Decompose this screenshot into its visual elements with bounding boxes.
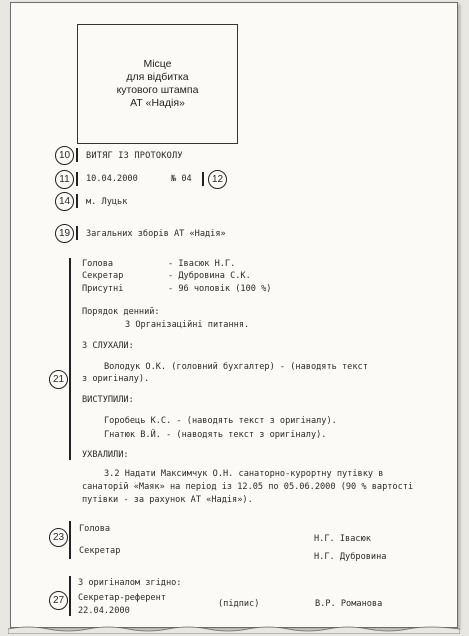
resolved-label: УХВАЛИЛИ: [82,450,129,460]
document-place: м. Луцьк [86,197,128,207]
heard-text: Володук О.К. (головний бухгалтер) - (наводять текст [104,362,368,372]
heard-label: 3 СЛУХАЛИ: [82,341,134,351]
stamp-line: для відбитка [126,71,189,83]
marker-14: 14 [55,192,74,211]
resolved-text: 3.2 Надати Максимчук О.Н. санаторно-курортну путівку в [104,469,384,479]
heard-text: з оригіналу). [82,374,150,384]
marker-23: 23 [49,528,68,547]
signature-bracket [69,521,71,559]
spoke-text: Гнатюк В.Й. - (наводять текст з оригіналу). [104,430,327,440]
document-type: ВИТЯГ ІЗ ПРОТОКОЛУ [86,151,183,161]
marker-19: 19 [55,224,74,243]
stamp-line: АТ «Надія» [130,97,185,109]
certification-role: Секретар-референт [78,593,166,603]
attendance-role: Секретар [82,271,124,281]
agenda-item: 3 Організаційні питання. [125,320,250,330]
signature-placeholder: (підпис) [218,599,260,609]
chair-role: Голова [79,524,111,534]
attendance-role: Присутні [82,284,124,294]
marker-27: 27 [49,591,68,610]
stamp-line: кутового штампа [116,84,199,96]
stamp-placeholder [77,24,238,144]
marker-10: 10 [55,146,74,165]
certification-bracket [69,576,71,616]
body-bracket [69,258,71,460]
spoke-label: ВИСТУПИЛИ: [82,395,134,405]
marker-bar [76,226,78,240]
resolved-text: санаторій «Маяк» на період із 12.05 по 05.06.2000 (90 % вартості [82,482,414,492]
resolved-text: путівки - за рахунок АТ «Надія»). [82,495,253,505]
attendance-role: Голова [82,259,114,269]
marker-21: 21 [49,370,68,389]
document-date: 10.04.2000 [86,174,138,184]
stamp-line: Місце [143,58,172,70]
certification-name: В.Р. Романова [315,599,383,609]
agenda-label: Порядок денний: [82,307,160,317]
secretary-role: Секретар [79,546,121,556]
attendance-value: - Івасюк Н.Г. [168,259,236,269]
marker-bar [76,148,78,162]
spoke-text: Горобець К.С. - (наводять текст з оригіналу). [104,416,337,426]
marker-bar [76,172,78,186]
attendance-value: - 96 чоловік (100 %) [168,284,272,294]
marker-11: 11 [55,170,74,189]
certification-text: З оригіналом згідно: [78,578,182,588]
certification-date: 22.04.2000 [78,606,130,616]
torn-edge [8,624,460,634]
attendance-value: - Дубровина С.К. [168,271,251,281]
chair-name: Н.Г. Івасюк [314,534,371,544]
marker-bar [76,194,78,208]
marker-12: 12 [208,170,227,189]
marker-bar [202,172,204,186]
secretary-name: Н.Г. Дубровина [314,552,387,562]
document-title: Загальних зборів АТ «Надія» [86,229,226,239]
document-number: № 04 [171,174,192,184]
